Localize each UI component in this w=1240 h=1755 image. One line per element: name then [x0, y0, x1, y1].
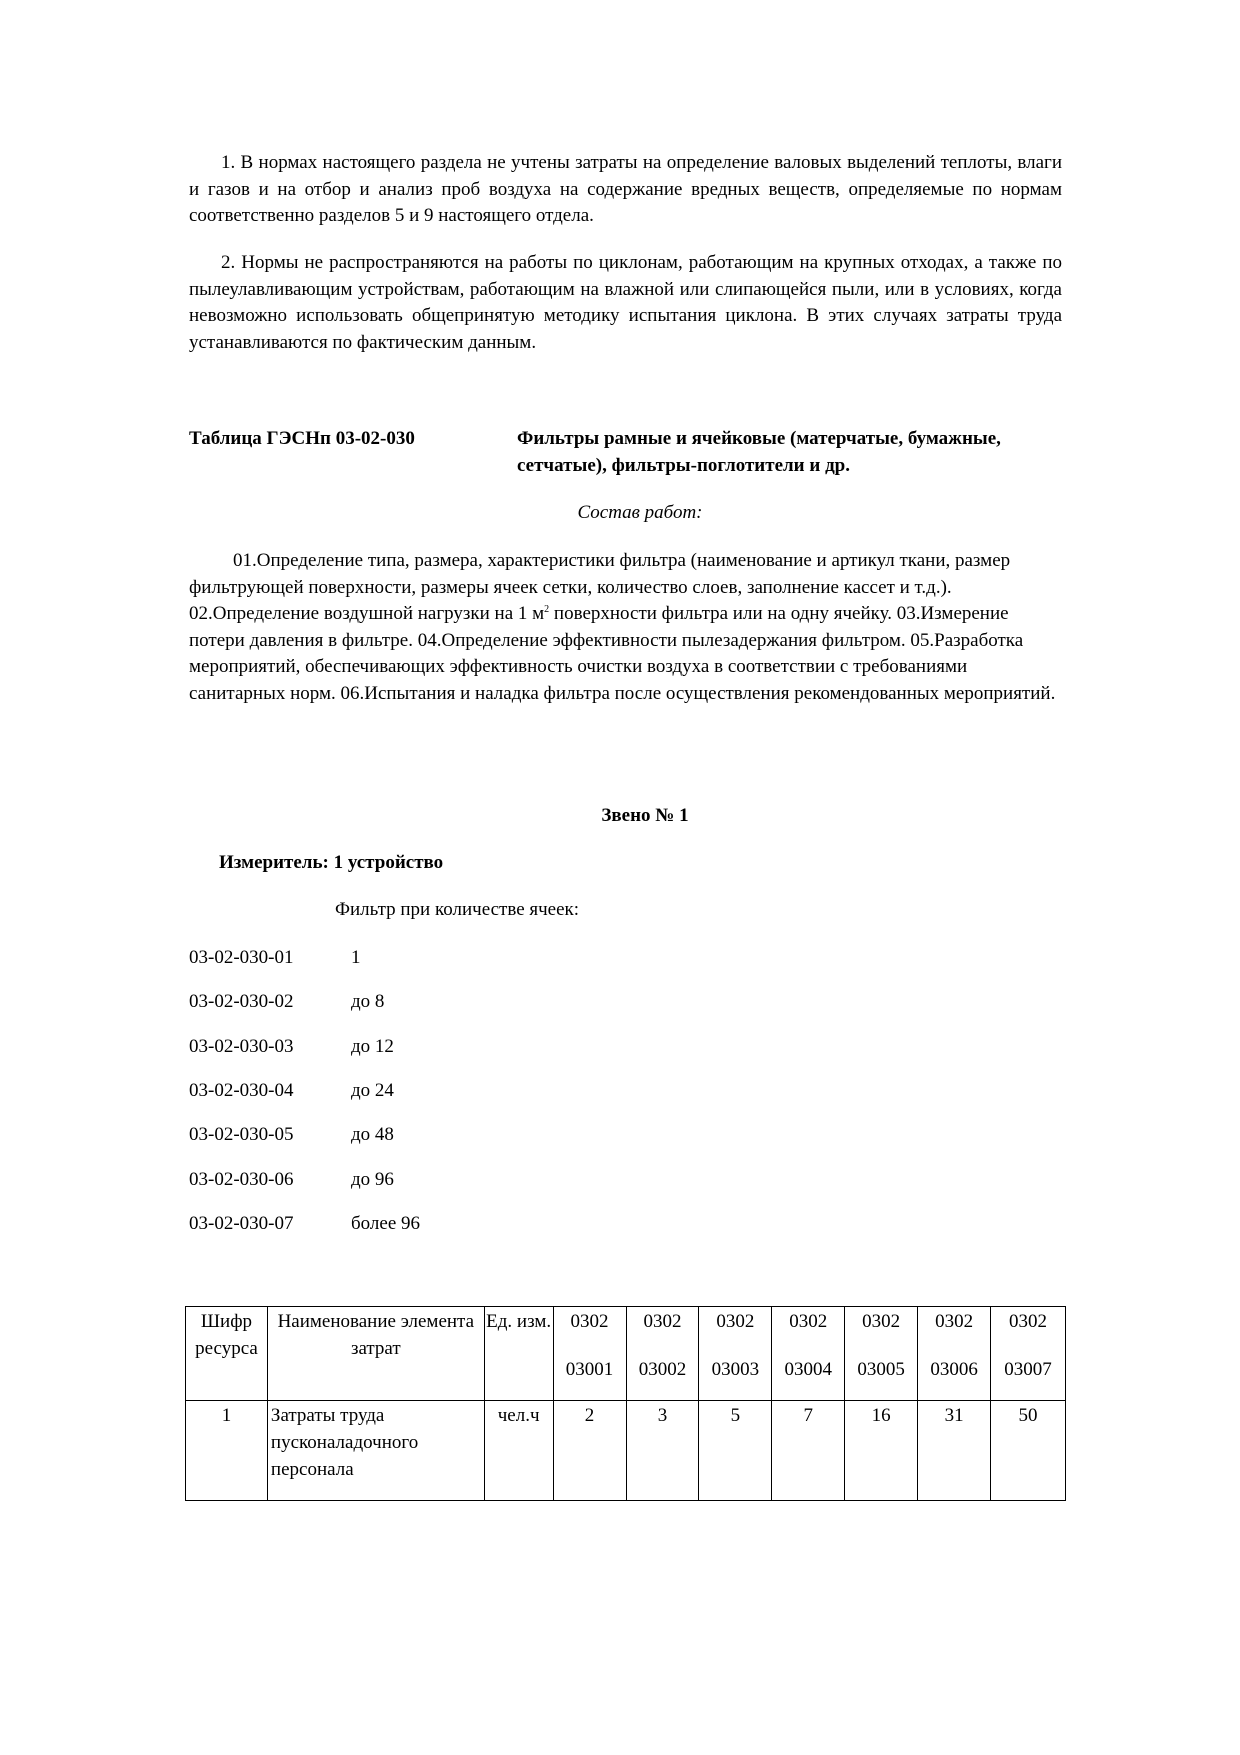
- resource-table: [185, 1306, 1066, 1501]
- code-description: до 96: [351, 1169, 394, 1190]
- note-1: 1. В нормах настоящего раздела не учтены затраты на определение валовых выделений теплоты, влаги и газов и на отбор и анализ проб воздуха на содержание вредных веществ, определяемые по нормам соответственно разделов 5 и 9 настоящего отдела.: [189, 152, 1062, 226]
- row-code: 1: [186, 1401, 268, 1501]
- row-value: 31: [918, 1401, 991, 1501]
- table-code: Таблица ГЭСНп 03-02-030: [189, 428, 415, 449]
- work-composition-text: [189, 548, 1062, 707]
- row-value: 7: [772, 1401, 845, 1501]
- header-unit: Ед. изм.: [484, 1307, 553, 1401]
- table-title: Фильтры рамные и ячейковые (матерчатые, бумажные, сетчатые), фильтры-поглотители и др.: [517, 428, 1001, 476]
- row-name: Затраты труда пусконаладочного персонала: [267, 1401, 484, 1501]
- header-col-1: [553, 1307, 626, 1401]
- code-number: 03-02-030-03: [189, 1036, 294, 1057]
- header-col-top: 0302: [1009, 1311, 1048, 1332]
- filter-caption: Фильтр при количестве ячеек:: [335, 899, 580, 920]
- code-number: 03-02-030-06: [189, 1169, 294, 1190]
- code-number: 03-02-030-07: [189, 1213, 294, 1234]
- row-value: 50: [991, 1401, 1066, 1501]
- code-description: до 24: [351, 1080, 394, 1101]
- header-col-bottom: 03007: [1004, 1359, 1052, 1380]
- header-code: Шифр ресурса: [186, 1307, 268, 1401]
- table-row: [186, 1401, 1066, 1501]
- code-description: до 48: [351, 1124, 394, 1145]
- measure-unit: Измеритель: 1 устройство: [219, 852, 444, 873]
- work-composition-part2: поверхности фильтра или на одну ячейку. 03.Измерение потери давления в фильтре. 04.Определение эффективности пылезадержания фильтром. 05.Разработка мероприятий, обеспечивающих эффективность очистки воздуха в соответствии с требованиями санитарных норм. 06.Испытания и наладка фильтра после осуществления рекомендованных мероприятий.: [189, 603, 1056, 704]
- row-value: 3: [626, 1401, 699, 1501]
- note-2: 2. Нормы не распространяются на работы по циклонам, работающим на крупных отходах, а также по пылеулавливающим устройствам, работающим на влажной или слипающейся пыли, или в условиях, когда невозможно использовать общепринятую методику испытания циклона. В этих случаях затраты труда устанавливаются по фактическим данным.: [189, 252, 1062, 353]
- header-name: Наименование элемента затрат: [267, 1307, 484, 1401]
- work-composition-part1: 01.Определение типа, размера, характеристики фильтра (наименование и артикул ткани, размер фильтрующей поверхности, размеры ячеек сетки, количество слоев, заполнение кассет и т.д.). 02.Определение воздушной нагрузки на 1 м: [189, 550, 1011, 624]
- header-col-7: [991, 1307, 1066, 1401]
- header-col-bottom: 03003: [711, 1359, 760, 1380]
- square-superscript: 2: [544, 604, 550, 615]
- header-col-2: [626, 1307, 699, 1401]
- header-col-top: 0302: [643, 1311, 682, 1332]
- code-description: до 8: [351, 991, 385, 1012]
- crew-title: Звено № 1: [601, 805, 689, 826]
- code-description: более 96: [351, 1213, 421, 1234]
- code-number: 03-02-030-04: [189, 1080, 294, 1101]
- header-col-6: [918, 1307, 991, 1401]
- header-col-bottom: 03001: [565, 1359, 614, 1380]
- work-composition-heading: Состав работ:: [577, 502, 703, 523]
- header-col-3: [699, 1307, 772, 1401]
- code-number: 03-02-030-05: [189, 1124, 294, 1145]
- header-col-top: 0302: [570, 1311, 609, 1332]
- header-col-top: 0302: [935, 1311, 974, 1332]
- header-col-5: [845, 1307, 918, 1401]
- header-col-bottom: 03005: [857, 1359, 905, 1380]
- row-value: 5: [699, 1401, 772, 1501]
- header-col-bottom: 03004: [784, 1359, 833, 1380]
- header-col-4: [772, 1307, 845, 1401]
- header-col-top: 0302: [862, 1311, 901, 1332]
- row-value: 2: [553, 1401, 626, 1501]
- table-header-row: [186, 1307, 1066, 1401]
- header-col-top: 0302: [789, 1311, 828, 1332]
- header-col-bottom: 03006: [930, 1359, 978, 1380]
- code-description: до 12: [351, 1036, 394, 1057]
- row-value: 16: [845, 1401, 918, 1501]
- row-unit: чел.ч: [484, 1401, 553, 1501]
- header-col-top: 0302: [716, 1311, 755, 1332]
- header-col-bottom: 03002: [638, 1359, 687, 1380]
- code-number: 03-02-030-02: [189, 991, 294, 1012]
- code-number: 03-02-030-01: [189, 947, 294, 968]
- code-description: 1: [351, 947, 361, 968]
